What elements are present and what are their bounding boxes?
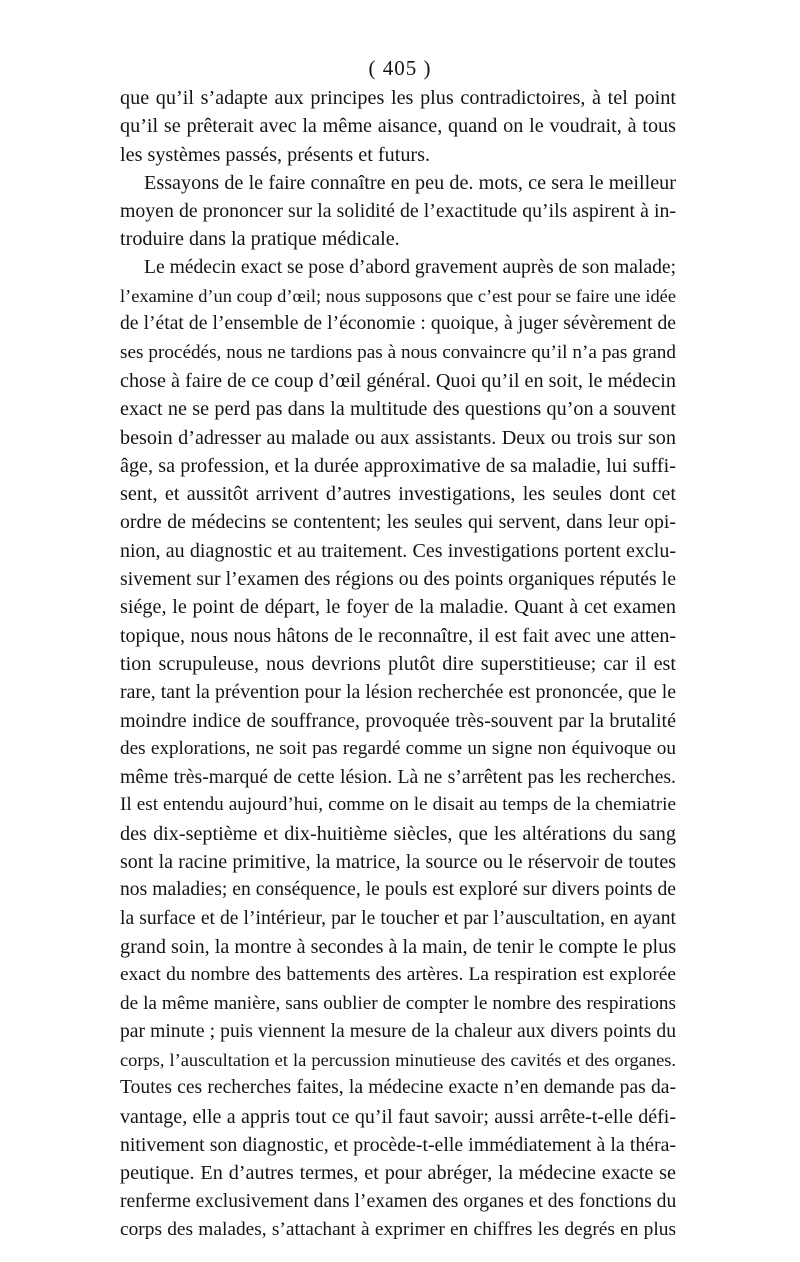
text-line: nion, au diagnostic et au traitement. Ces investigations portent exclu-	[120, 539, 676, 562]
text-line: qu’il se prêterait avec la même aisance, quand on le voudrait, à tous	[120, 115, 676, 138]
text-line: par minute ; puis viennent la mesure de la chaleur aux divers points du	[120, 1020, 676, 1042]
text-line: peutique. En d’autres termes, et pour abréger, la médecine exacte se	[120, 1162, 676, 1185]
text-line: troduire dans la pratique médicale.	[120, 228, 400, 251]
text-line: sent, et aussitôt arrivent d’autres investigations, les seules dont cet	[120, 483, 676, 506]
text-line: des dix-septième et dix-huitième siècles, que les altérations du sang	[120, 822, 676, 845]
text-line: Il est entendu aujourd’hui, comme on le disait au temps de la chemiatrie	[120, 794, 676, 816]
text-line: exact du nombre des battements des artères. La respiration est explorée	[120, 964, 676, 986]
text-line: sont la racine primitive, la matrice, la source ou le réservoir de toutes	[120, 851, 676, 874]
body-text	[120, 84, 676, 1244]
text-line: la surface et de l’intérieur, par le toucher et par l’auscultation, en ayant	[120, 907, 676, 929]
text-line: que qu’il s’adapte aux principes les plus contradictoires, à tel point	[120, 87, 676, 109]
text-line: nos maladies; en conséquence, le pouls est exploré sur divers points de	[120, 879, 676, 901]
text-line: moyen de prononcer sur la solidité de l’exactitude qu’ils aspirent à in-	[120, 200, 676, 223]
text-line: de la même manière, sans oublier de compter le nombre des respirations	[120, 992, 676, 1014]
text-line: Essayons de le faire connaître en peu de. mots, ce sera le meilleur	[144, 171, 676, 194]
text-line: sivement sur l’examen des régions ou des points organiques réputés le	[120, 568, 676, 591]
text-line: renferme exclusivement dans l’examen des organes et des fonctions du	[120, 1190, 676, 1212]
text-line: tion scrupuleuse, nous devrions plutôt dire superstitieuse; car il est	[120, 652, 676, 675]
text-line: des explorations, ne soit pas regardé comme un signe non équivoque ou	[120, 737, 676, 759]
text-line: topique, nous nous hâtons de le reconnaître, il est fait avec une atten-	[120, 624, 676, 647]
text-line: besoin d’adresser au malade ou aux assistants. Deux ou trois sur son	[120, 426, 676, 449]
text-line: Toutes ces recherches faites, la médecine exacte n’en demande pas da-	[120, 1077, 676, 1099]
text-line: Le médecin exact se pose d’abord gravement auprès de son malade;	[144, 256, 676, 278]
text-line: de l’état de l’ensemble de l’économie : quoique, à juger sévèrement de	[120, 313, 676, 335]
text-line: vantage, elle a appris tout ce qu’il faut savoir; aussi arrête-t-elle défi-	[120, 1105, 676, 1128]
text-line: même très-marqué de cette lésion. Là ne s’arrêtent pas les recherches.	[120, 766, 676, 789]
text-line: âge, sa profession, et la durée approximative de sa maladie, lui suffi-	[120, 454, 676, 477]
text-line: corps des malades, s’attachant à exprimer en chiffres les degrés en plus	[120, 1218, 676, 1240]
text-line: siége, le point de départ, le foyer de la maladie. Quant à cet examen	[120, 596, 676, 619]
text-line: chose à faire de ce coup d’œil général. Quoi qu’il en soit, le médecin	[120, 369, 676, 392]
text-line: grand soin, la montre à secondes à la main, de tenir le compte le plus	[120, 935, 676, 958]
text-line: rare, tant la prévention pour la lésion recherchée est prononcée, que le	[120, 681, 676, 704]
text-line: nitivement son diagnostic, et procède-t-elle immédiatement à la théra-	[120, 1133, 676, 1156]
text-line: corps, l’auscultation et la percussion minutieuse des cavités et des organes.	[120, 1050, 676, 1071]
text-line: les systèmes passés, présents et futurs.	[120, 143, 431, 166]
text-line: ordre de médecins se contentent; les seules qui servent, dans leur opi-	[120, 511, 676, 534]
text-line: exact ne se perd pas dans la multitude des questions qu’on a souvent	[120, 398, 676, 421]
text-line: l’examine d’un coup d’œil; nous supposons que c’est pour se faire une idée	[120, 286, 676, 307]
page-number: ( 405 )	[368, 56, 432, 80]
text-line: ses procédés, nous ne tardions pas à nous convaincre qu’il n’a pas grand	[120, 341, 676, 363]
text-line: moindre indice de souffrance, provoquée très-souvent par la brutalité	[120, 709, 676, 732]
